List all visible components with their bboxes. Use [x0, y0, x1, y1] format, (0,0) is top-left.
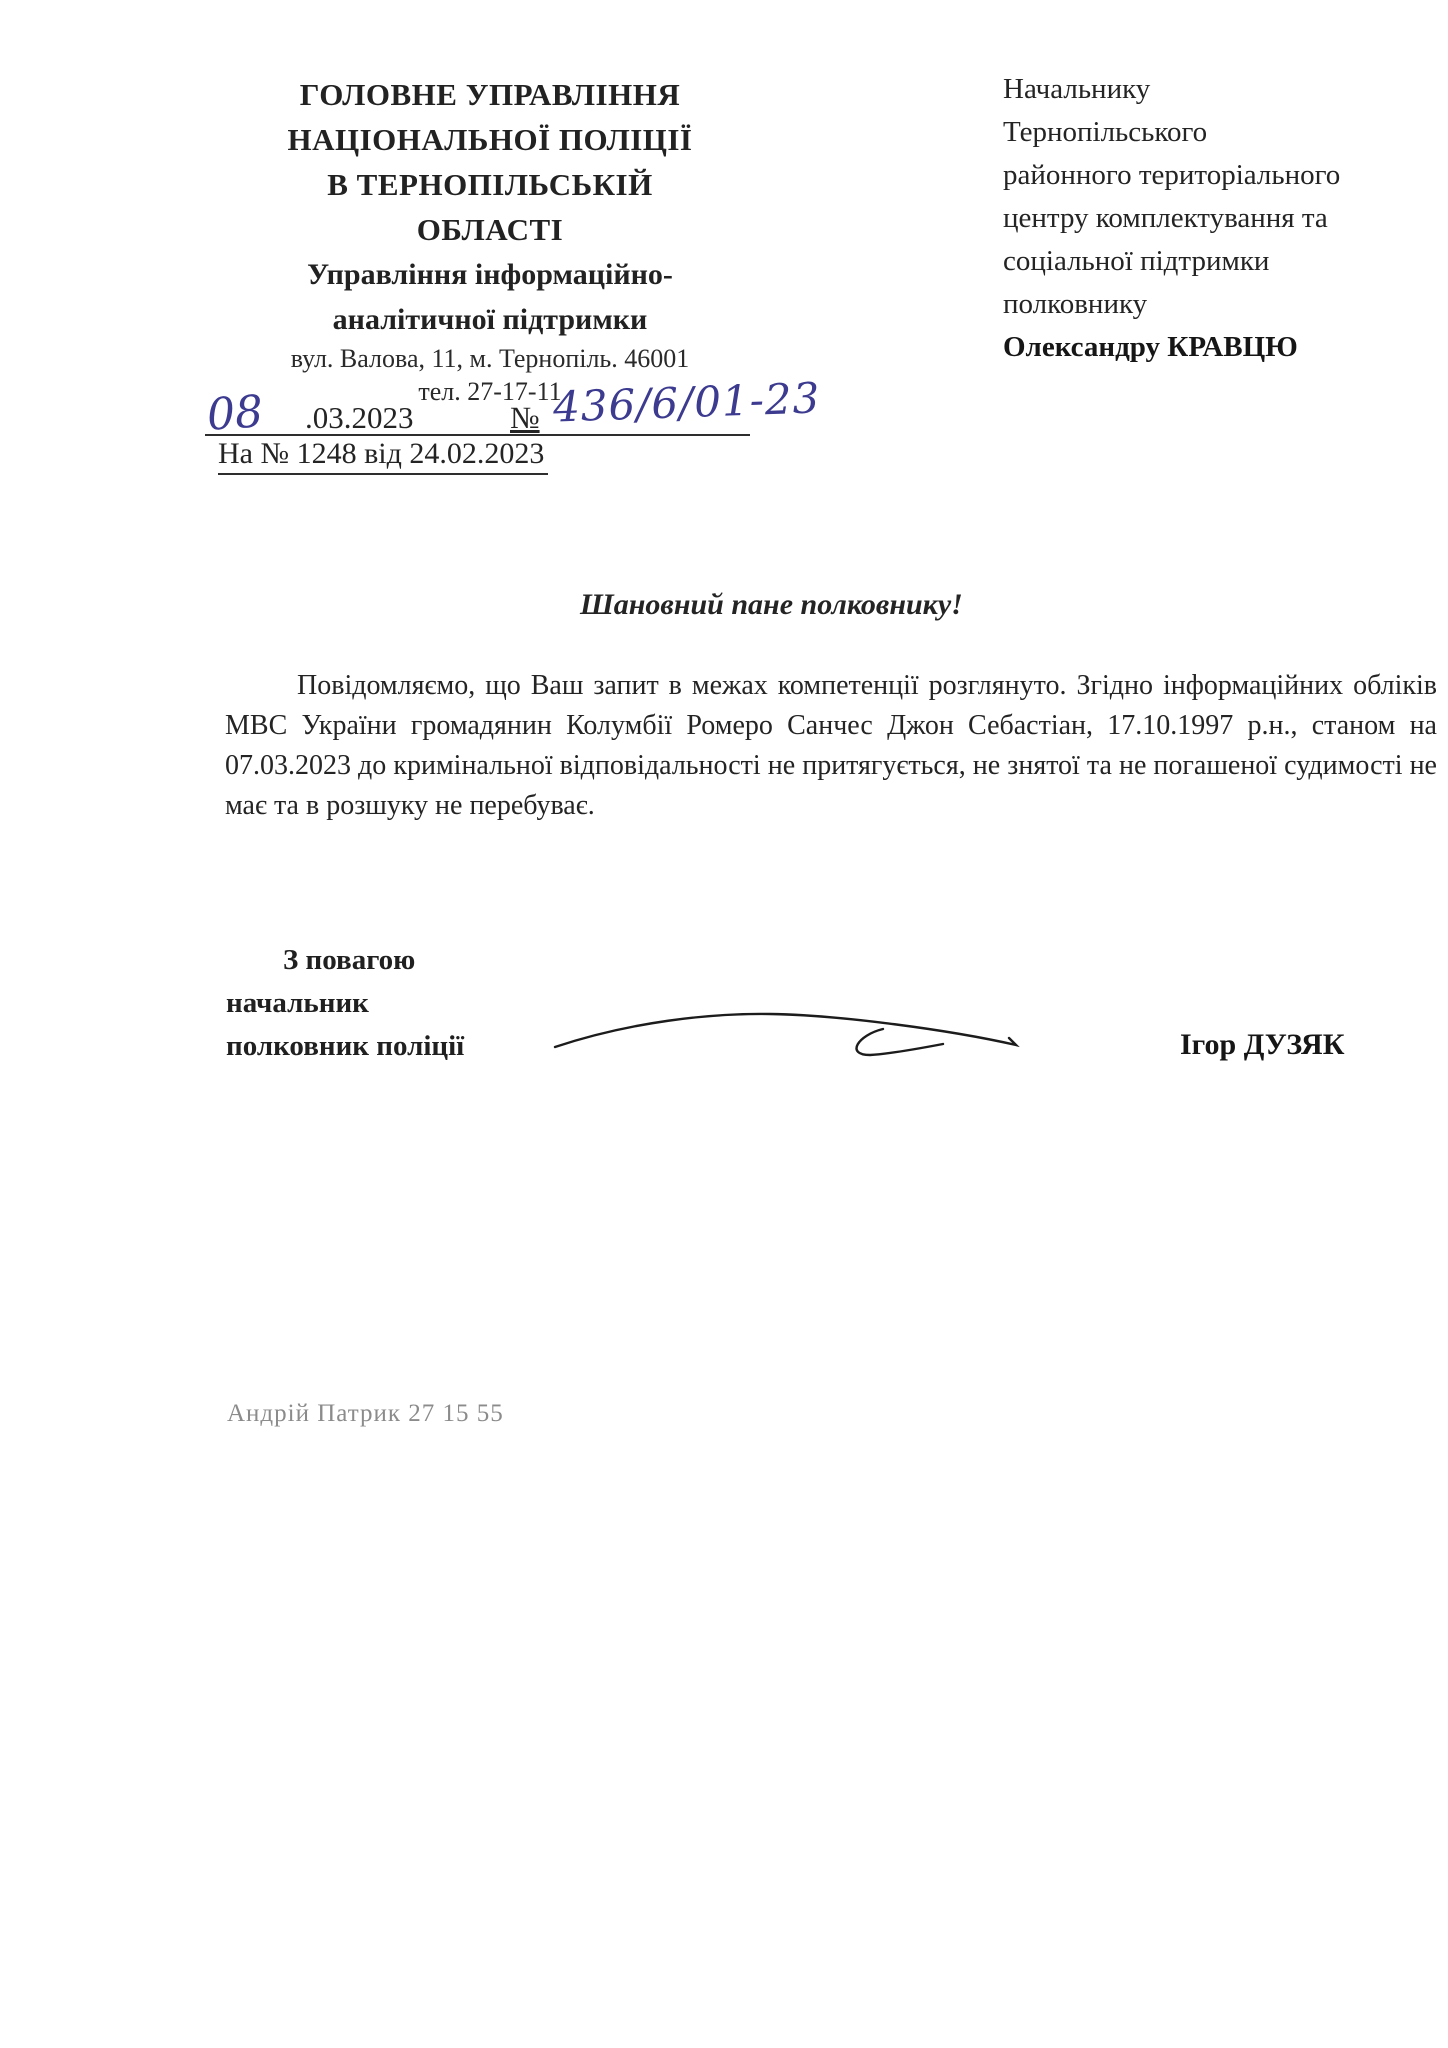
sender-dept-line-1: Управління інформаційно- [307, 258, 673, 291]
closing-position-2: полковник поліції [226, 1030, 465, 1062]
sender-address: вул. Валова, 11, м. Тернопіль. 46001 [290, 344, 690, 373]
closing-regards: З повагою [283, 944, 416, 976]
sender-letterhead [170, 72, 810, 408]
handwritten-outgoing-number: 436/6/01-23 [552, 373, 822, 432]
recipient-line-4: центру комплектування та [1003, 202, 1328, 234]
in-reply-to-line: На № 1248 від 24.02.2023 [218, 437, 548, 475]
recipient-line-1: Начальнику [1003, 73, 1151, 105]
sender-org-line-3: В ТЕРНОПІЛЬСЬКІЙ [327, 167, 653, 202]
sender-org-line-4: ОБЛАСТІ [416, 212, 564, 247]
handwritten-date-day: 08 [205, 386, 265, 441]
signature-stroke [530, 1002, 1030, 1082]
recipient-name: Олександру КРАВЦЮ [1003, 331, 1298, 363]
sender-org-line-1: ГОЛОВНЕ УПРАВЛІННЯ [299, 77, 681, 112]
recipient-line-3: районного територіального [1003, 159, 1341, 191]
recipient-line-6: полковнику [1003, 288, 1148, 320]
body-paragraph: Повідомляємо, що Ваш запит в межах компетенції розглянуто. Згідно інформаційних обліків МВС України громадянин Колумбії Ромеро Санчес Джон Себастіан, 17.10.1997 р.н., станом на 07.03.2023 до кримінальної відповідальності не притягується, не знятої та не погашеної судимості не має та в розшуку не перебуває. [225, 670, 1437, 821]
sender-org-line-2: НАЦІОНАЛЬНОЇ ПОЛІЦІЇ [287, 122, 693, 157]
signer-name: Ігор ДУЗЯК [1180, 1028, 1345, 1061]
salutation: Шановний пане полковнику! [580, 588, 963, 621]
executor-note: Андрій Патрик 27 15 55 [227, 1400, 504, 1427]
closing-position-1: начальник [226, 987, 369, 1019]
sender-phone: тел. 27-17-11 [418, 377, 562, 406]
recipient-block [1003, 68, 1448, 369]
number-sign: № [510, 400, 540, 435]
sender-dept-line-2: аналітичної підтримки [332, 303, 648, 336]
recipient-line-2: Тернопільського [1003, 116, 1208, 148]
printed-date: .03.2023 [305, 400, 414, 435]
recipient-line-5: соціальної підтримки [1003, 245, 1270, 277]
